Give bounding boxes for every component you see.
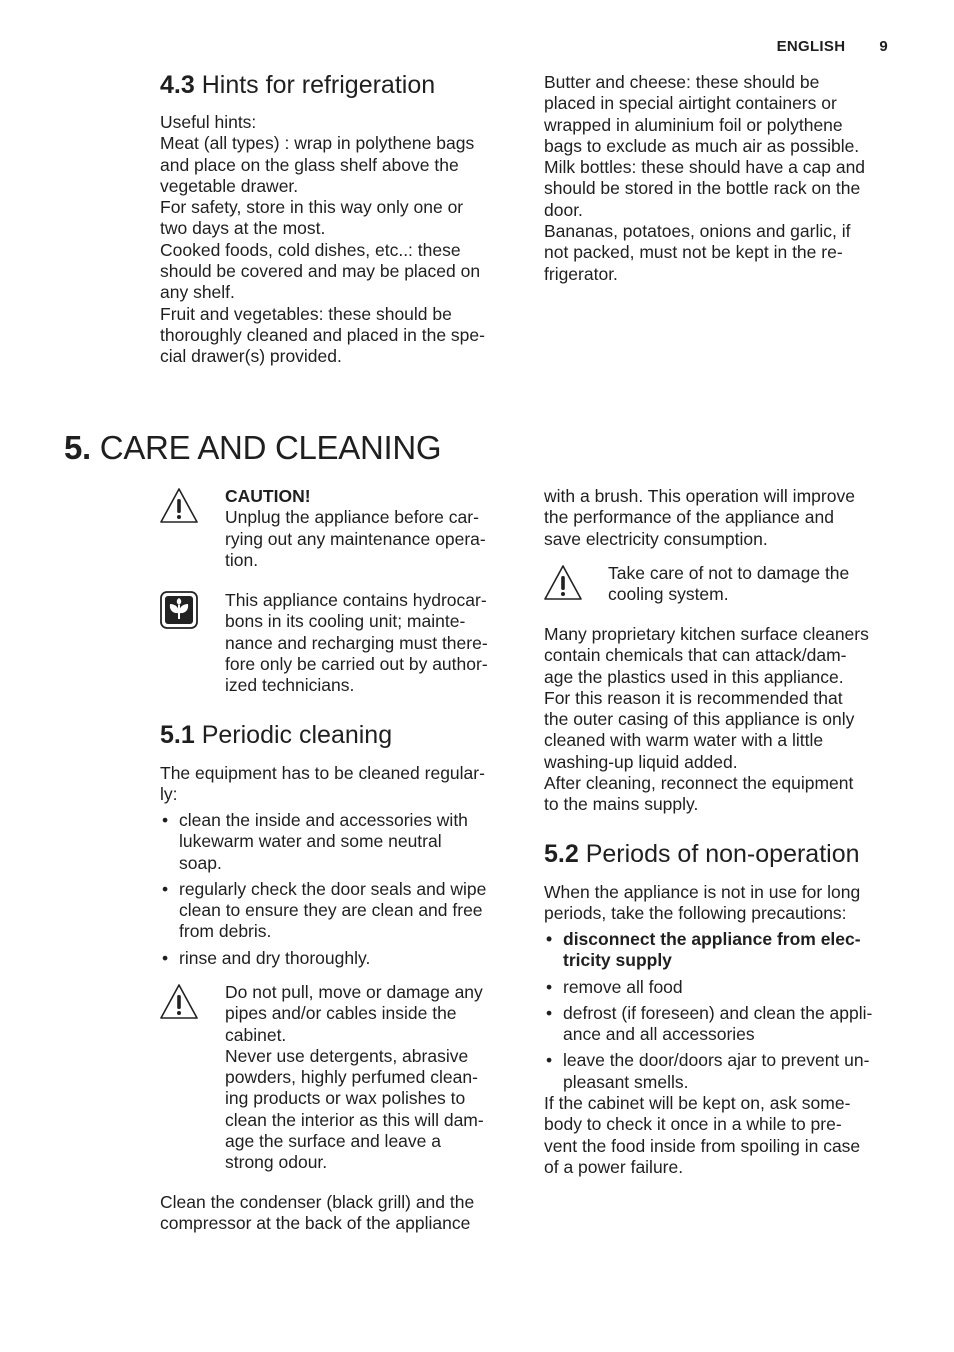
- caution-title: CAUTION!: [225, 486, 311, 506]
- section-5-2-heading: [544, 839, 860, 869]
- list-item: • defrost (if foreseen) and clean the appli- ance and all accessories: [544, 1003, 904, 1046]
- section-number: 5.2: [544, 840, 579, 868]
- chapter-heading: [64, 428, 441, 468]
- brush-text: with a brush. This operation will improve the performance of the appliance and save electricity consumption.: [544, 486, 855, 549]
- warning-triangle-icon: [159, 982, 199, 1022]
- list-item: • leave the door/doors ajar to prevent un- pleasant smells.: [544, 1050, 904, 1093]
- list-item: • rinse and dry thoroughly.: [160, 948, 520, 969]
- section-number: 5.1: [160, 721, 195, 749]
- page-number: 9: [879, 38, 888, 55]
- refrigeration-hints-left: Useful hints: Meat (all types) : wrap in polythene bags and place on the glass shelf above the vegetable drawer. For safety, store in this way only one or two days at the most. Cooked foods, cold dishes, etc..: these should be covered and may be placed on any shelf. Fruit and vegetables: these should be thoroughly cleaned and placed in the spe- cial drawer(s) provided.: [160, 112, 485, 367]
- periodic-cleaning-list: [160, 810, 520, 974]
- refrigeration-hints-right: Butter and cheese: these should be placed in special airtight containers or wrapped in aluminium foil or polythene bags to exclude as much air as possible. Milk bottles: these should have a cap and should be stored in the bottle rack on the door. Bananas, potatoes, onions and garlic, if not packed, must not be kept in the re- frigerator.: [544, 72, 866, 284]
- section-title: Periodic cleaning: [201, 721, 393, 749]
- non-operation-outro: If the cabinet will be kept on, ask some- body to check it once in a while to pre- vent the food inside from spoiling in case of a power failure.: [544, 1093, 861, 1177]
- hydrocarbon-note: This appliance contains hydrocar- bons in its cooling unit; mainte- nance and recharging must there- fore only be carried out by author- ized technicians.: [225, 590, 488, 696]
- caution-text: Unplug the appliance before car- rying out any maintenance opera- tion.: [225, 507, 486, 570]
- section-title: Periods of non-operation: [585, 840, 860, 868]
- periodic-cleaning-intro: The equipment has to be cleaned regular- ly:: [160, 763, 485, 805]
- environment-info-icon: [159, 590, 199, 630]
- surface-cleaners-text: Many proprietary kitchen surface cleaners contain chemicals that can attack/dam- age the plastics used in this appliance. For this reason it is recommended that the outer casing of this appliance is only cleaned with warm water with a little washing-up liquid added. After cleaning, reconnect the equipment to the mains supply.: [544, 624, 869, 815]
- list-item: • disconnect the appliance from elec- tricity supply: [544, 929, 904, 972]
- condenser-text: Clean the condenser (black grill) and the compressor at the back of the appliance: [160, 1192, 475, 1234]
- section-number: 4.3: [160, 71, 195, 99]
- warning-triangle-icon: [543, 563, 583, 603]
- section-4-3-heading: [160, 70, 435, 100]
- cooling-system-warning: Take care of not to damage the cooling system.: [608, 563, 850, 605]
- chapter-number: 5.: [64, 429, 91, 466]
- list-item: • clean the inside and accessories with lukewarm water and some neutral soap.: [160, 810, 520, 874]
- list-item: • remove all food: [544, 977, 904, 998]
- header-language: ENGLISH: [776, 38, 846, 55]
- page-header: [777, 38, 888, 55]
- list-item: • regularly check the door seals and wipe clean to ensure they are clean and free from debris.: [160, 879, 520, 943]
- chapter-title: CARE AND CLEANING: [99, 429, 442, 466]
- section-title: Hints for refrigeration: [201, 71, 436, 99]
- warning-triangle-icon: [159, 486, 199, 526]
- section-5-1-heading: [160, 720, 392, 750]
- caution-block: [225, 486, 515, 571]
- pipes-detergents-warning: Do not pull, move or damage any pipes and/or cables inside the cabinet. Never use detergents, abrasive powders, highly perfumed clean- ing products or wax polishes to clean the interior as this will dam- age the surface and leave a strong odour.: [225, 982, 484, 1173]
- non-operation-list: [544, 929, 904, 1093]
- non-operation-intro: When the appliance is not in use for long periods, take the following precautions:: [544, 882, 861, 924]
